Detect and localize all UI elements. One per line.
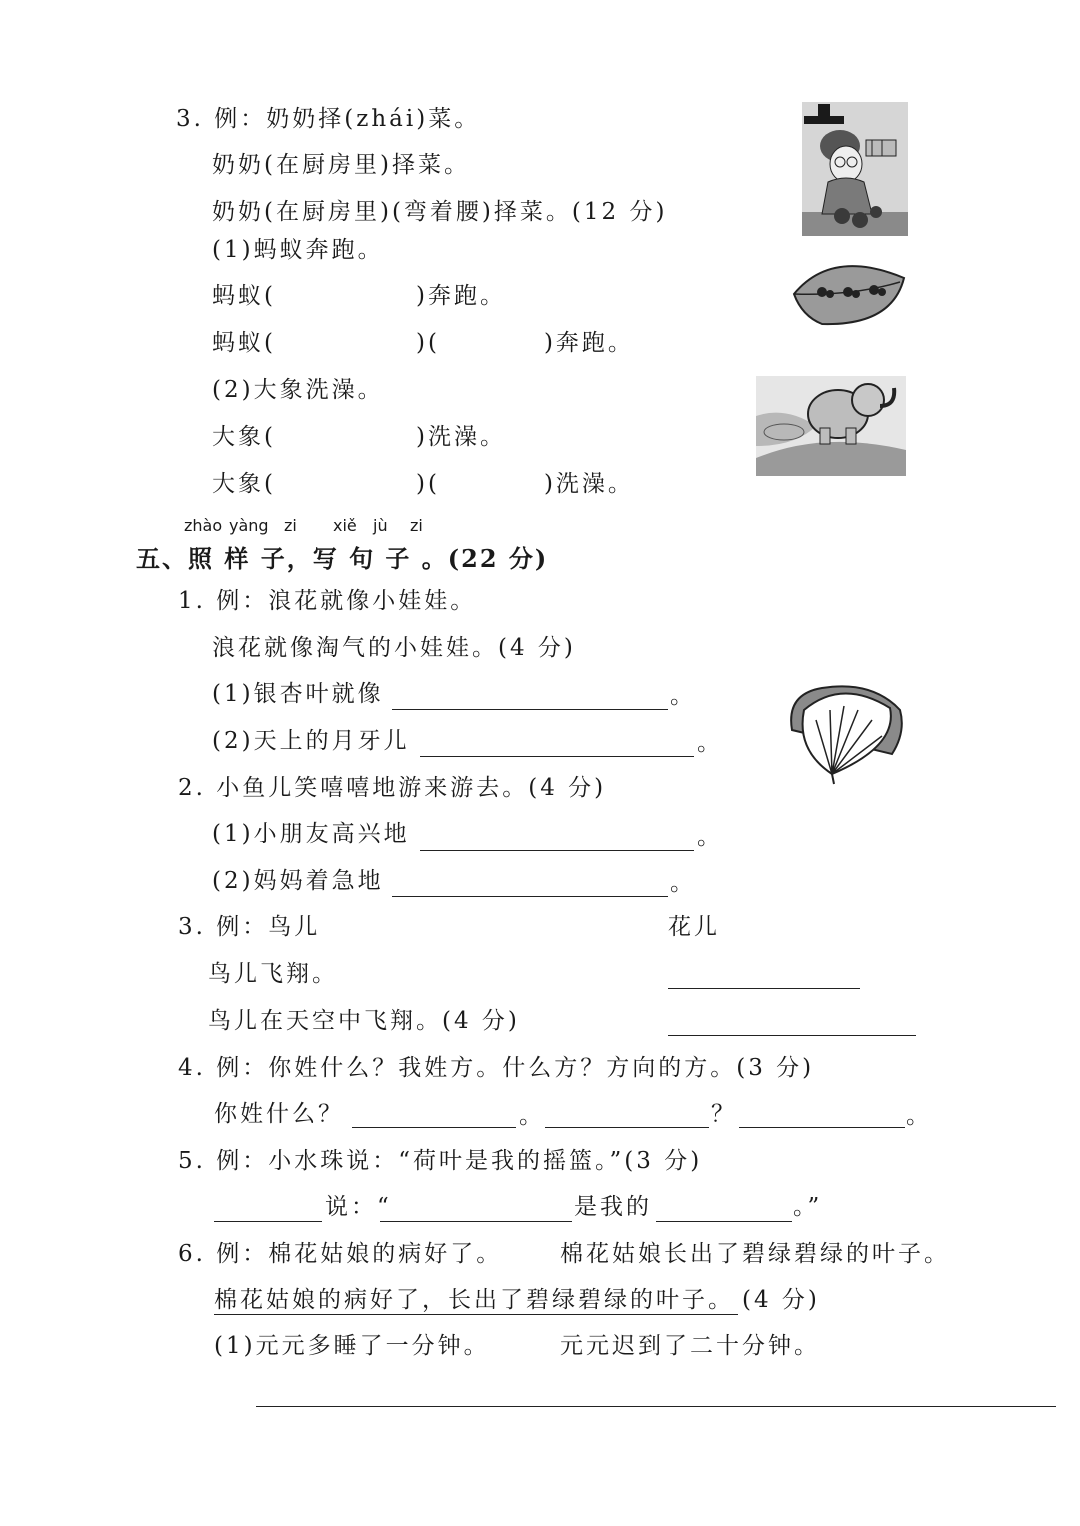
s5-q3-line2: 鸟儿在天空中飞翔。(4 分) [208,1008,520,1034]
s5-q5-said: 说：“ [325,1194,392,1220]
s5-q5-end: 。” [793,1194,823,1220]
s5-q6-example-b: 棉花姑娘长出了碧绿碧绿的叶子。 [560,1241,950,1267]
s5-q4-answer-line-1[interactable] [352,1127,516,1128]
s5-q4-answer-line-3[interactable] [739,1127,905,1128]
period: 。 [906,1103,932,1129]
s5-q1-part1-answer-line[interactable] [392,709,668,710]
period: 。 [670,870,696,896]
s5-q4-answer-line-2[interactable] [545,1127,709,1128]
s5-q4: 4. 例：你姓什么？我姓方。什么方？方向的方。(3 分) [178,1055,815,1081]
q3-example-line2: 奶奶(在厨房里)择菜。 [212,152,470,178]
s5-q5-answer-line-1[interactable] [214,1221,322,1222]
pinyin-zhao: zhào [184,516,223,535]
q3-part1-title: (1)蚂蚁奔跑。 [212,237,384,263]
pinyin-zi-2: zi [410,516,423,535]
s5-q2: 2. 小鱼儿笑嘻嘻地游来游去。(4 分) [178,775,607,801]
text-mid: )( [415,330,440,356]
s5-q2-part1: (1)小朋友高兴地 [212,821,410,847]
pinyin-xie: xiě [333,516,357,535]
s5-q3-line1: 鸟儿飞翔。 [208,961,338,987]
s5-q5-is-my: 是我的 [574,1194,652,1220]
grandma-cooking-illustration [802,102,908,236]
text-mid: )( [415,471,440,497]
s5-q6-score: (4 分) [742,1287,820,1313]
s5-q3-example: 3. 例：鸟儿 [178,914,321,940]
text-prefix: 蚂蚁( [212,283,276,309]
s5-q2-part1-answer-line[interactable] [420,850,694,851]
s5-q6-answer-example: 棉花姑娘的病好了，长出了碧绿碧绿的叶子。 [214,1287,734,1313]
s5-q4-prompt: 你姓什么？ [214,1101,344,1127]
text-prefix: 大象( [212,471,276,497]
ants-on-leaf-illustration [792,256,908,330]
s5-q5-answer-line-3[interactable] [656,1221,792,1222]
s5-q3-answer-line-2[interactable] [668,1035,916,1036]
section-five-title: 五、照 样 子，写 句 子 。(22 分) [136,544,549,573]
s5-q1-part2-answer-line[interactable] [420,756,694,757]
s5-q1-example-2: 浪花就像淘气的小娃娃。(4 分) [212,635,576,661]
s5-q3-answer-line-1[interactable] [668,988,860,989]
text-prefix: 蚂蚁( [212,330,276,356]
s5-q5: 5. 例：小水珠说：“荷叶是我的摇篮。”(3 分) [178,1148,703,1174]
period: 。 [697,730,723,756]
ginkgo-leaf-illustration [782,680,908,786]
s5-q1-part2: (2)天上的月牙儿 [212,728,410,754]
text-suffix: )洗澡。 [415,424,506,450]
question-mark: ？ [711,1101,737,1127]
s5-q2-part2-answer-line[interactable] [392,896,668,897]
q3-example-line1: 3. 例：奶奶择(zhái)菜。 [176,106,481,132]
s5-q2-part2: (2)妈妈着急地 [212,868,384,894]
text-suffix: )奔跑。 [543,330,634,356]
s5-q1-part1: (1)银杏叶就像 [212,681,384,707]
s5-q6-underline [214,1314,738,1315]
q3-part2-line-a[interactable] [212,422,506,452]
text-suffix: )奔跑。 [415,283,506,309]
pinyin-ju: jù [373,516,388,535]
period: 。 [670,683,696,709]
s5-q3-right-label: 花儿 [668,914,720,940]
s5-q6-part1-answer-line[interactable] [256,1406,1056,1407]
pinyin-zi: zi [284,516,297,535]
period: 。 [697,824,723,850]
q3-part2-title: (2)大象洗澡。 [212,377,384,403]
s5-q6-example-a: 6. 例：棉花姑娘的病好了。 [178,1241,503,1267]
s5-q5-answer-line-2[interactable] [380,1221,572,1222]
s5-q1-example: 1. 例：浪花就像小娃娃。 [178,588,477,614]
s5-q6-part1-a: (1)元元多睡了一分钟。 [214,1333,490,1359]
q3-part2-line-b[interactable] [212,469,634,499]
q3-part1-line-b[interactable] [212,328,634,358]
q3-part1-line-a[interactable] [212,281,506,311]
pinyin-yang: yàng [229,516,269,535]
s5-q6-part1-b: 元元迟到了二十分钟。 [560,1333,820,1359]
text-prefix: 大象( [212,424,276,450]
text-suffix: )洗澡。 [543,471,634,497]
period: 。 [519,1103,545,1129]
q3-example-line3: 奶奶(在厨房里)(弯着腰)择菜。(12 分) [212,199,668,225]
elephant-bathing-illustration [756,376,906,476]
